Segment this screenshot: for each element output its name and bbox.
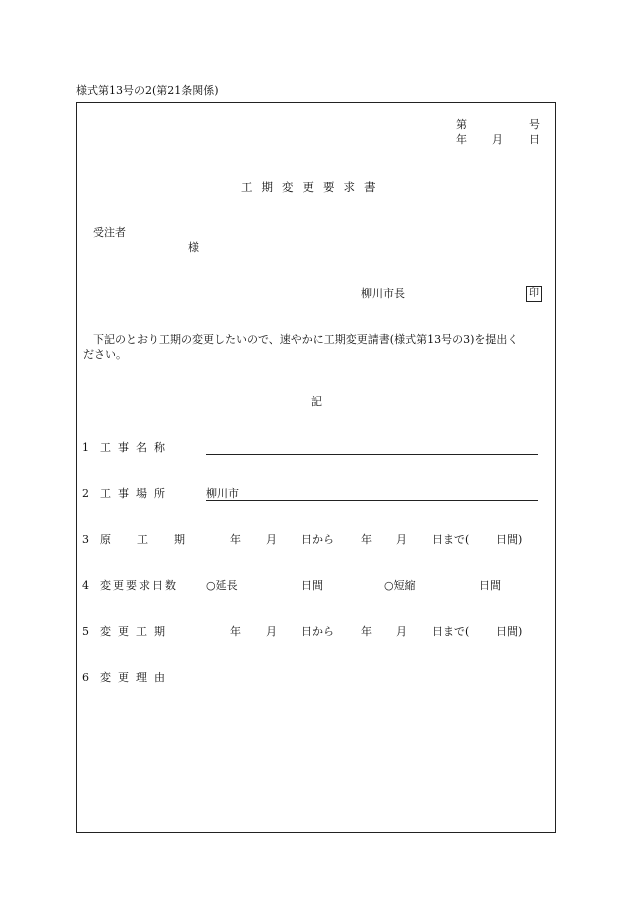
item-3-num: 3 [82, 533, 89, 546]
item-3-tsuki2: 月 [396, 533, 407, 546]
item-3-tsuki: 月 [266, 533, 277, 546]
sender-name: 柳川市長 [361, 287, 405, 300]
seal-stamp: 印 [526, 286, 542, 302]
item-4-tanshuku: ○短縮 [384, 579, 416, 592]
form-frame [76, 102, 556, 833]
item-6-label: 変更理由 [100, 671, 172, 684]
body-line-1: 下記のとおり工期の変更したいので、速やかに工期変更請書(様式第13号の3)を提出く [93, 333, 519, 346]
item-2-label: 工事場所 [100, 487, 172, 500]
item-5-nen: 年 [230, 625, 241, 638]
header-nen: 年 [456, 133, 467, 146]
item-1-underline [206, 454, 538, 455]
item-3-nen: 年 [230, 533, 241, 546]
item-2-value: 柳川市 [206, 487, 239, 500]
form-label: 様式第13号の2(第21条関係) [76, 84, 219, 97]
body-line-2: ださい。 [83, 348, 127, 361]
item-3-made: 日まで( [432, 533, 470, 546]
item-2-underline [206, 500, 538, 501]
item-1-label: 工事名称 [100, 441, 172, 454]
item-4-nichikan-1: 日間 [301, 579, 323, 592]
item-5-tsuki2: 月 [396, 625, 407, 638]
item-2-num: 2 [82, 487, 89, 500]
item-5-num: 5 [82, 625, 89, 638]
header-dai: 第 [456, 118, 467, 131]
item-4-num: 4 [82, 579, 89, 592]
item-5-label: 変更工期 [100, 625, 172, 638]
item-4-label: 変更要求日数 [100, 579, 178, 592]
header-tsuki: 月 [492, 133, 503, 146]
recipient-honorific: 様 [188, 241, 199, 254]
header-go: 号 [529, 118, 540, 131]
item-1-num: 1 [82, 441, 89, 454]
item-3-label: 原工期 [100, 533, 211, 546]
item-6-num: 6 [82, 671, 89, 684]
item-5-made: 日まで( [432, 625, 470, 638]
item-5-kara: 日から [301, 625, 334, 638]
item-5-tsuki: 月 [266, 625, 277, 638]
item-3-kara: 日から [301, 533, 334, 546]
item-5-nen2: 年 [361, 625, 372, 638]
header-hi: 日 [529, 133, 540, 146]
ki-heading: 記 [311, 395, 322, 408]
page-title: 工期変更要求書 [241, 180, 385, 194]
recipient-label: 受注者 [93, 226, 126, 239]
item-4-nichikan-2: 日間 [479, 579, 501, 592]
item-5-kikan: 日間) [496, 625, 523, 638]
item-4-encho: ○延長 [206, 579, 238, 592]
item-3-kikan: 日間) [496, 533, 523, 546]
item-3-nen2: 年 [361, 533, 372, 546]
